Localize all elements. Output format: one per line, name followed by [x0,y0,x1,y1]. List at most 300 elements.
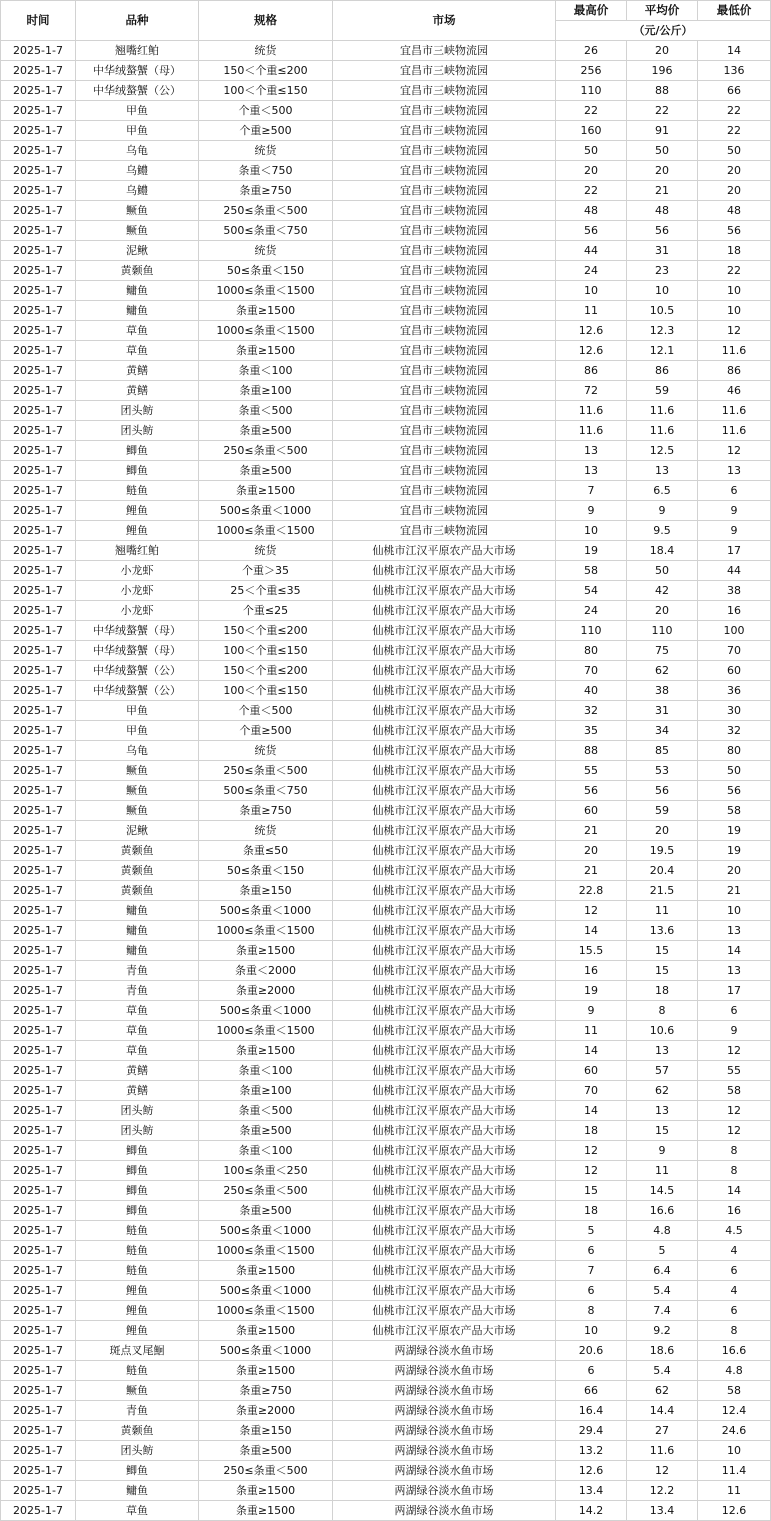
cell-avg: 11.6 [627,401,698,421]
cell-spec: 250≤条重＜500 [199,201,333,221]
cell-min: 13 [698,961,771,981]
cell-market: 仙桃市江汉平原农产品大市场 [333,581,556,601]
table-row [1,121,771,141]
cell-avg: 50 [627,561,698,581]
cell-market: 仙桃市江汉平原农产品大市场 [333,781,556,801]
table-row [1,801,771,821]
cell-market: 仙桃市江汉平原农产品大市场 [333,1181,556,1201]
cell-avg: 5.4 [627,1281,698,1301]
cell-spec: 条重≥150 [199,881,333,901]
cell-market: 仙桃市江汉平原农产品大市场 [333,941,556,961]
cell-max: 56 [556,221,627,241]
cell-min: 58 [698,801,771,821]
cell-min: 12.4 [698,1401,771,1421]
cell-date: 2025-1-7 [1,1281,76,1301]
cell-avg: 10 [627,281,698,301]
cell-date: 2025-1-7 [1,481,76,501]
cell-market: 宜昌市三峡物流园 [333,521,556,541]
cell-market: 宜昌市三峡物流园 [333,201,556,221]
cell-date: 2025-1-7 [1,881,76,901]
cell-avg: 11.6 [627,421,698,441]
cell-spec: 500≤条重＜1000 [199,1341,333,1361]
cell-kind: 鲫鱼 [76,1201,199,1221]
cell-avg: 53 [627,761,698,781]
cell-min: 70 [698,641,771,661]
cell-kind: 黄鳝 [76,1061,199,1081]
cell-market: 仙桃市江汉平原农产品大市场 [333,1261,556,1281]
cell-spec: 条重≥1500 [199,1261,333,1281]
cell-market: 仙桃市江汉平原农产品大市场 [333,801,556,821]
cell-spec: 条重≥750 [199,1381,333,1401]
cell-kind: 青鱼 [76,1401,199,1421]
cell-market: 仙桃市江汉平原农产品大市场 [333,681,556,701]
cell-kind: 鲢鱼 [76,1241,199,1261]
table-row [1,241,771,261]
cell-spec: 条重＜100 [199,1061,333,1081]
cell-avg: 48 [627,201,698,221]
cell-max: 20 [556,161,627,181]
cell-kind: 鳜鱼 [76,761,199,781]
cell-max: 13.2 [556,1441,627,1461]
cell-min: 56 [698,221,771,241]
cell-date: 2025-1-7 [1,1061,76,1081]
table-row [1,261,771,281]
cell-market: 仙桃市江汉平原农产品大市场 [333,841,556,861]
cell-date: 2025-1-7 [1,61,76,81]
table-row [1,1461,771,1481]
table-row [1,1501,771,1521]
cell-spec: 条重≥1500 [199,1481,333,1501]
cell-kind: 草鱼 [76,1501,199,1521]
cell-market: 宜昌市三峡物流园 [333,121,556,141]
cell-date: 2025-1-7 [1,841,76,861]
cell-spec: 条重≥1500 [199,1041,333,1061]
cell-avg: 13 [627,461,698,481]
table-row [1,921,771,941]
cell-spec: 个重≥500 [199,121,333,141]
cell-avg: 62 [627,661,698,681]
cell-date: 2025-1-7 [1,561,76,581]
cell-max: 14 [556,921,627,941]
cell-max: 20 [556,841,627,861]
cell-avg: 12.1 [627,341,698,361]
table-row [1,881,771,901]
cell-min: 11.4 [698,1461,771,1481]
cell-market: 宜昌市三峡物流园 [333,221,556,241]
cell-avg: 10.6 [627,1021,698,1041]
table-row [1,361,771,381]
cell-max: 12.6 [556,321,627,341]
cell-max: 6 [556,1281,627,1301]
cell-min: 58 [698,1381,771,1401]
cell-kind: 黄鳝 [76,1081,199,1101]
cell-min: 9 [698,501,771,521]
cell-min: 6 [698,1301,771,1321]
cell-kind: 鳙鱼 [76,301,199,321]
cell-date: 2025-1-7 [1,141,76,161]
cell-market: 仙桃市江汉平原农产品大市场 [333,1081,556,1101]
cell-date: 2025-1-7 [1,821,76,841]
cell-spec: 条重≥1500 [199,341,333,361]
cell-kind: 鳙鱼 [76,901,199,921]
cell-max: 12.6 [556,341,627,361]
cell-kind: 甲鱼 [76,121,199,141]
cell-spec: 个重≤25 [199,601,333,621]
cell-spec: 500≤条重＜1000 [199,1001,333,1021]
cell-max: 16 [556,961,627,981]
cell-market: 两湖绿谷淡水鱼市场 [333,1341,556,1361]
cell-kind: 黄颡鱼 [76,1421,199,1441]
cell-min: 6 [698,1261,771,1281]
cell-spec: 统货 [199,821,333,841]
cell-avg: 57 [627,1061,698,1081]
cell-kind: 甲鱼 [76,701,199,721]
cell-date: 2025-1-7 [1,781,76,801]
cell-market: 仙桃市江汉平原农产品大市场 [333,541,556,561]
cell-kind: 草鱼 [76,1001,199,1021]
table-row [1,1201,771,1221]
table-row [1,561,771,581]
cell-date: 2025-1-7 [1,1341,76,1361]
cell-min: 17 [698,541,771,561]
cell-max: 10 [556,521,627,541]
cell-max: 88 [556,741,627,761]
cell-min: 4 [698,1241,771,1261]
cell-avg: 22 [627,101,698,121]
cell-max: 160 [556,121,627,141]
cell-max: 15.5 [556,941,627,961]
cell-min: 14 [698,1181,771,1201]
cell-avg: 6.5 [627,481,698,501]
cell-spec: 统货 [199,541,333,561]
cell-market: 仙桃市江汉平原农产品大市场 [333,661,556,681]
cell-max: 12 [556,1161,627,1181]
cell-max: 32 [556,701,627,721]
cell-spec: 500≤条重＜750 [199,221,333,241]
cell-kind: 鲤鱼 [76,501,199,521]
cell-min: 6 [698,481,771,501]
cell-spec: 条重＜500 [199,1101,333,1121]
cell-min: 11 [698,1481,771,1501]
header-unit: （元/公斤） [556,21,771,41]
cell-max: 11.6 [556,421,627,441]
cell-kind: 鲤鱼 [76,1301,199,1321]
cell-date: 2025-1-7 [1,1021,76,1041]
cell-min: 32 [698,721,771,741]
cell-spec: 100＜个重≤150 [199,641,333,661]
cell-date: 2025-1-7 [1,1261,76,1281]
cell-min: 36 [698,681,771,701]
cell-min: 19 [698,821,771,841]
cell-market: 仙桃市江汉平原农产品大市场 [333,601,556,621]
header-avg: 平均价 [627,1,698,21]
cell-min: 12 [698,1121,771,1141]
cell-spec: 条重≥500 [199,1441,333,1461]
cell-date: 2025-1-7 [1,421,76,441]
cell-max: 7 [556,481,627,501]
cell-min: 4.5 [698,1221,771,1241]
cell-date: 2025-1-7 [1,241,76,261]
cell-market: 宜昌市三峡物流园 [333,421,556,441]
table-row [1,981,771,1001]
cell-min: 10 [698,301,771,321]
cell-avg: 12.5 [627,441,698,461]
cell-date: 2025-1-7 [1,981,76,1001]
cell-kind: 鲢鱼 [76,481,199,501]
cell-spec: 条重≥2000 [199,1401,333,1421]
cell-date: 2025-1-7 [1,101,76,121]
cell-avg: 20 [627,601,698,621]
cell-max: 86 [556,361,627,381]
cell-market: 仙桃市江汉平原农产品大市场 [333,1101,556,1121]
cell-date: 2025-1-7 [1,201,76,221]
cell-min: 86 [698,361,771,381]
table-row [1,441,771,461]
cell-avg: 56 [627,221,698,241]
cell-date: 2025-1-7 [1,281,76,301]
cell-market: 仙桃市江汉平原农产品大市场 [333,1241,556,1261]
cell-date: 2025-1-7 [1,1161,76,1181]
table-row [1,1421,771,1441]
cell-avg: 7.4 [627,1301,698,1321]
cell-kind: 鲢鱼 [76,1261,199,1281]
cell-date: 2025-1-7 [1,861,76,881]
cell-spec: 1000≤条重＜1500 [199,1241,333,1261]
table-row [1,1261,771,1281]
cell-avg: 13 [627,1041,698,1061]
cell-avg: 9.5 [627,521,698,541]
cell-date: 2025-1-7 [1,941,76,961]
cell-market: 仙桃市江汉平原农产品大市场 [333,1281,556,1301]
cell-spec: 条重≥750 [199,181,333,201]
cell-spec: 1000≤条重＜1500 [199,521,333,541]
cell-spec: 100≤条重＜250 [199,1161,333,1181]
cell-date: 2025-1-7 [1,961,76,981]
cell-kind: 鳙鱼 [76,941,199,961]
cell-max: 110 [556,81,627,101]
cell-min: 16.6 [698,1341,771,1361]
table-row [1,1341,771,1361]
table-row [1,601,771,621]
cell-avg: 11.6 [627,1441,698,1461]
cell-max: 14.2 [556,1501,627,1521]
cell-spec: 统货 [199,241,333,261]
cell-kind: 团头鲂 [76,1441,199,1461]
cell-spec: 50≤条重＜150 [199,261,333,281]
cell-market: 仙桃市江汉平原农产品大市场 [333,741,556,761]
cell-max: 48 [556,201,627,221]
cell-max: 21 [556,861,627,881]
cell-kind: 鲫鱼 [76,1141,199,1161]
cell-max: 256 [556,61,627,81]
cell-min: 14 [698,41,771,61]
cell-min: 20 [698,181,771,201]
cell-spec: 统货 [199,141,333,161]
cell-date: 2025-1-7 [1,221,76,241]
cell-max: 22.8 [556,881,627,901]
cell-kind: 泥鳅 [76,821,199,841]
cell-spec: 条重≥500 [199,421,333,441]
cell-avg: 50 [627,141,698,161]
cell-kind: 中华绒螯蟹（母） [76,61,199,81]
table-row [1,161,771,181]
cell-market: 宜昌市三峡物流园 [333,181,556,201]
cell-spec: 个重＜500 [199,701,333,721]
cell-avg: 59 [627,381,698,401]
cell-kind: 甲鱼 [76,721,199,741]
cell-spec: 条重≥1500 [199,941,333,961]
cell-avg: 196 [627,61,698,81]
cell-kind: 鳙鱼 [76,1481,199,1501]
cell-min: 18 [698,241,771,261]
cell-spec: 条重≥100 [199,1081,333,1101]
cell-kind: 草鱼 [76,1021,199,1041]
cell-avg: 8 [627,1001,698,1021]
cell-market: 两湖绿谷淡水鱼市场 [333,1381,556,1401]
table-row [1,381,771,401]
cell-date: 2025-1-7 [1,501,76,521]
table-row [1,201,771,221]
cell-max: 60 [556,801,627,821]
cell-spec: 500≤条重＜750 [199,781,333,801]
cell-kind: 黄颡鱼 [76,881,199,901]
cell-max: 19 [556,981,627,1001]
cell-avg: 13.6 [627,921,698,941]
cell-market: 仙桃市江汉平原农产品大市场 [333,721,556,741]
cell-max: 11 [556,1021,627,1041]
cell-min: 10 [698,1441,771,1461]
cell-kind: 鳙鱼 [76,921,199,941]
cell-date: 2025-1-7 [1,361,76,381]
cell-market: 仙桃市江汉平原农产品大市场 [333,1221,556,1241]
table-row [1,821,771,841]
cell-max: 7 [556,1261,627,1281]
cell-market: 宜昌市三峡物流园 [333,101,556,121]
cell-avg: 27 [627,1421,698,1441]
cell-date: 2025-1-7 [1,1321,76,1341]
cell-market: 仙桃市江汉平原农产品大市场 [333,861,556,881]
cell-spec: 150＜个重≤200 [199,61,333,81]
cell-avg: 15 [627,941,698,961]
cell-date: 2025-1-7 [1,681,76,701]
cell-avg: 5.4 [627,1361,698,1381]
cell-kind: 鲤鱼 [76,521,199,541]
cell-avg: 88 [627,81,698,101]
cell-max: 55 [556,761,627,781]
cell-market: 两湖绿谷淡水鱼市场 [333,1481,556,1501]
header-min: 最低价 [698,1,771,21]
cell-spec: 条重≥1500 [199,1321,333,1341]
cell-market: 宜昌市三峡物流园 [333,261,556,281]
cell-kind: 小龙虾 [76,581,199,601]
cell-date: 2025-1-7 [1,921,76,941]
cell-kind: 鲫鱼 [76,1461,199,1481]
cell-max: 13.4 [556,1481,627,1501]
cell-min: 30 [698,701,771,721]
cell-market: 宜昌市三峡物流园 [333,341,556,361]
cell-max: 9 [556,1001,627,1021]
cell-max: 21 [556,821,627,841]
cell-spec: 250≤条重＜500 [199,761,333,781]
cell-avg: 19.5 [627,841,698,861]
cell-date: 2025-1-7 [1,321,76,341]
cell-avg: 12 [627,1461,698,1481]
table-row [1,281,771,301]
cell-min: 20 [698,861,771,881]
cell-max: 12 [556,1141,627,1161]
cell-min: 80 [698,741,771,761]
cell-min: 10 [698,901,771,921]
table-row [1,81,771,101]
table-row [1,1001,771,1021]
cell-date: 2025-1-7 [1,801,76,821]
cell-kind: 青鱼 [76,961,199,981]
cell-market: 仙桃市江汉平原农产品大市场 [333,1301,556,1321]
cell-kind: 鲤鱼 [76,1321,199,1341]
cell-market: 仙桃市江汉平原农产品大市场 [333,901,556,921]
header-market: 市场 [333,1,556,41]
cell-min: 8 [698,1161,771,1181]
cell-max: 66 [556,1381,627,1401]
cell-max: 15 [556,1181,627,1201]
cell-date: 2025-1-7 [1,1001,76,1021]
cell-max: 14 [556,1041,627,1061]
table-row [1,641,771,661]
table-row [1,761,771,781]
cell-kind: 斑点叉尾鮰 [76,1341,199,1361]
cell-date: 2025-1-7 [1,641,76,661]
cell-date: 2025-1-7 [1,1121,76,1141]
cell-market: 宜昌市三峡物流园 [333,141,556,161]
cell-min: 16 [698,601,771,621]
cell-min: 10 [698,281,771,301]
cell-avg: 62 [627,1081,698,1101]
cell-max: 24 [556,601,627,621]
cell-date: 2025-1-7 [1,1181,76,1201]
cell-max: 18 [556,1121,627,1141]
cell-date: 2025-1-7 [1,661,76,681]
table-row [1,1441,771,1461]
cell-market: 两湖绿谷淡水鱼市场 [333,1361,556,1381]
cell-min: 4 [698,1281,771,1301]
cell-kind: 黄颡鱼 [76,841,199,861]
cell-max: 50 [556,141,627,161]
cell-max: 44 [556,241,627,261]
cell-market: 仙桃市江汉平原农产品大市场 [333,821,556,841]
table-header [1,1,771,41]
table-row [1,1381,771,1401]
cell-spec: 条重＜100 [199,361,333,381]
cell-market: 仙桃市江汉平原农产品大市场 [333,921,556,941]
table-row [1,461,771,481]
cell-date: 2025-1-7 [1,741,76,761]
cell-spec: 250≤条重＜500 [199,1461,333,1481]
cell-date: 2025-1-7 [1,301,76,321]
cell-avg: 110 [627,621,698,641]
header-date: 时间 [1,1,76,41]
cell-min: 14 [698,941,771,961]
cell-market: 仙桃市江汉平原农产品大市场 [333,881,556,901]
cell-avg: 11 [627,901,698,921]
cell-avg: 31 [627,241,698,261]
cell-min: 24.6 [698,1421,771,1441]
cell-max: 12 [556,901,627,921]
table-row [1,1101,771,1121]
cell-date: 2025-1-7 [1,1141,76,1161]
cell-avg: 16.6 [627,1201,698,1221]
cell-market: 宜昌市三峡物流园 [333,361,556,381]
cell-min: 6 [698,1001,771,1021]
